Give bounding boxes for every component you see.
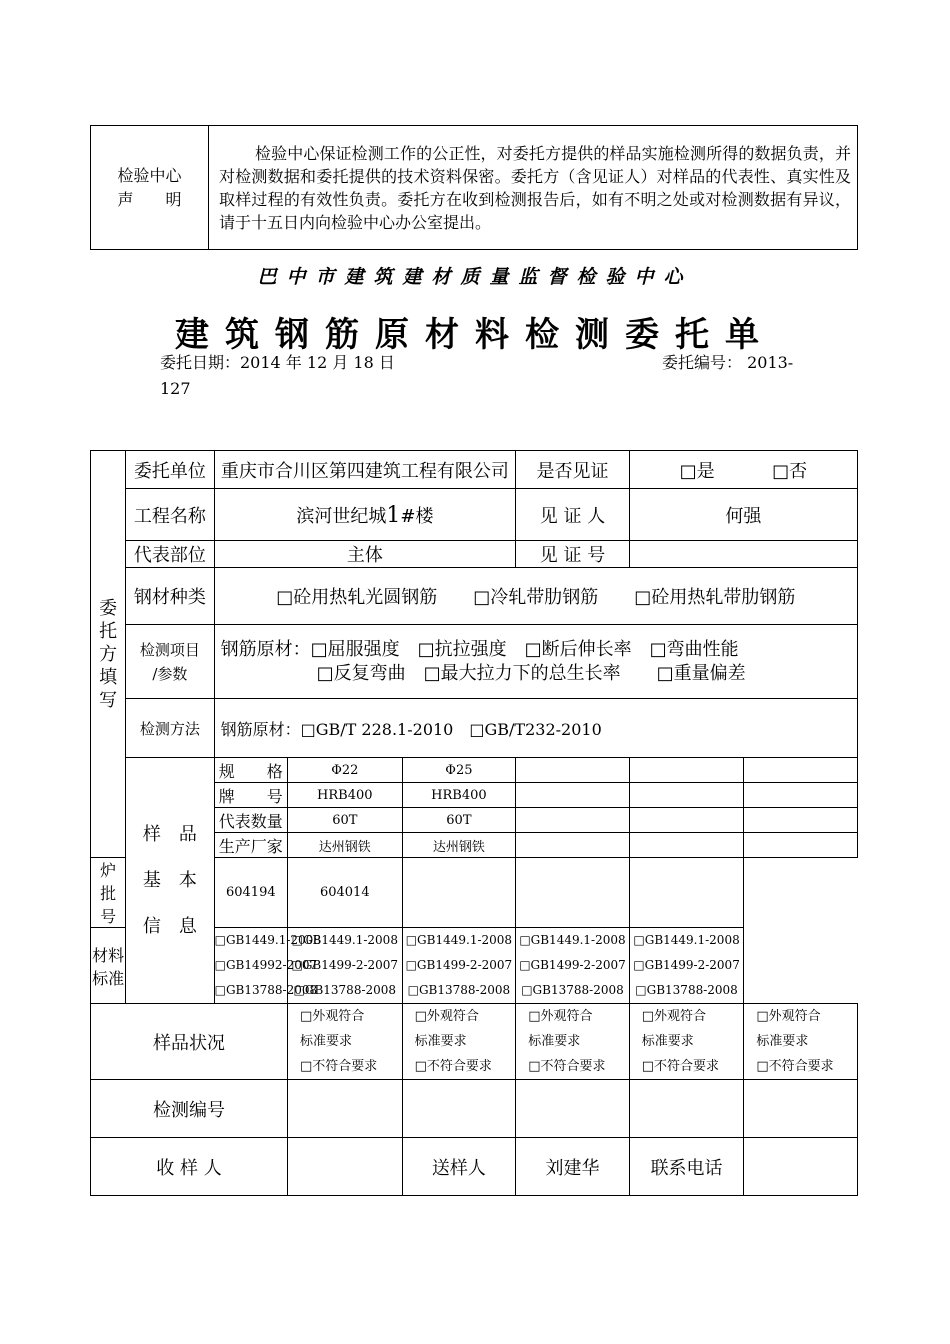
condition-line: □外观符合 [414, 1009, 479, 1024]
sender-value[interactable]: 刘建华 [516, 1138, 630, 1196]
quantity-label: 代表数量 [214, 808, 287, 833]
steel-type-options[interactable]: □砼用热轧光圆钢筋 □冷轧带肋钢筋 □砼用热轧带肋钢筋 [214, 568, 857, 625]
standard-option: □GB13788-2008 [635, 983, 738, 997]
test-number-cell[interactable] [516, 1080, 630, 1138]
condition-line: □外观符合 [641, 1009, 707, 1024]
witness-person-label: 见 证 人 [516, 489, 630, 541]
brand-label: 牌 号 [214, 783, 287, 808]
test-number-cell[interactable] [402, 1080, 516, 1138]
standard-option: □GB13788-2008 [407, 983, 511, 997]
condition-cell[interactable] [516, 1004, 630, 1080]
condition-label: 样品状况 [91, 1004, 288, 1080]
method-options[interactable]: 钢筋原材：□GB/T 228.1-2010 □GB/T232-2010 [214, 699, 857, 758]
spec-label: 规 格 [214, 758, 287, 783]
condition-line: 标准要求 [414, 1034, 467, 1049]
test-items-label [126, 625, 214, 699]
condition-cell[interactable] [744, 1004, 858, 1080]
witness-no-value[interactable] [629, 541, 857, 568]
phone-label: 联系电话 [629, 1138, 744, 1196]
part-value[interactable]: 主体 [214, 541, 516, 568]
standard-cell[interactable] [629, 928, 744, 1004]
client-value[interactable]: 重庆市合川区第四建筑工程有限公司 [214, 451, 516, 489]
standard-option: □GB13788-2008 [521, 983, 624, 997]
org-name: 巴中市建筑建材质量监督检验中心 [257, 266, 693, 288]
batch-cell[interactable]: 604194 [214, 858, 287, 928]
quantity-cell[interactable]: 60T [288, 808, 403, 833]
maker-cell[interactable]: 达州钢铁 [402, 833, 516, 858]
standard-cell[interactable] [288, 928, 403, 1004]
test-number-cell[interactable] [288, 1080, 403, 1138]
statement-label-line1: 检验中心 [117, 165, 182, 185]
condition-line: □外观符合 [756, 1009, 821, 1024]
statement-label-line2: 声 明 [117, 189, 182, 209]
witness-choice [629, 451, 857, 489]
spec-cell[interactable] [629, 758, 744, 783]
standard-option: □GB1449.1-2008 [214, 933, 321, 947]
condition-cell[interactable] [402, 1004, 516, 1080]
spec-cell[interactable] [516, 758, 630, 783]
brand-cell[interactable] [744, 783, 858, 808]
standard-option: □GB1449.1-2008 [633, 933, 740, 947]
brand-cell[interactable] [629, 783, 744, 808]
side-label-char: 方 [99, 643, 118, 665]
condition-cell[interactable] [288, 1004, 403, 1080]
statement-label [91, 126, 209, 250]
spec-cell[interactable]: Φ22 [288, 758, 403, 783]
condition-line: □不符合要求 [300, 1059, 378, 1074]
standard-option: □GB14992-2007 [214, 958, 318, 972]
project-value-prefix: 滨河世纪城 [296, 505, 387, 527]
page-title: 建筑钢筋原材料检测委托单 [175, 315, 775, 355]
batch-cell[interactable] [516, 858, 630, 928]
batch-cell[interactable] [402, 858, 516, 928]
standard-label: 材料标准 [91, 928, 126, 1004]
entrust-form [90, 450, 858, 1196]
test-items-options[interactable] [214, 625, 857, 699]
test-items-line1: 钢筋原材：□屈服强度 □抗拉强度 □断后伸长率 □弯曲性能 [220, 638, 739, 660]
standard-option: □GB1449.1-2008 [519, 933, 626, 947]
quantity-cell[interactable] [516, 808, 630, 833]
sample-info-line: 样 品 [142, 823, 197, 845]
test-items-label-line1: 检测项目 [139, 640, 200, 659]
maker-cell[interactable]: 达州钢铁 [288, 833, 403, 858]
side-label-char: 委 [99, 597, 118, 619]
standard-option: □GB1499-2-2007 [633, 958, 740, 972]
project-value[interactable] [214, 489, 516, 541]
statement-table [90, 125, 858, 250]
project-value-number: 1 [386, 502, 401, 528]
maker-label: 生产厂家 [214, 833, 287, 858]
sample-info-label [126, 758, 214, 1004]
quantity-cell[interactable]: 60T [402, 808, 516, 833]
condition-line: □不符合要求 [756, 1059, 834, 1074]
brand-cell[interactable] [516, 783, 630, 808]
spec-cell[interactable] [744, 758, 858, 783]
standard-option: □GB13788-2008 [214, 983, 318, 997]
sample-info-line: 基 本 [142, 869, 197, 891]
quantity-cell[interactable] [744, 808, 858, 833]
condition-line: 标准要求 [528, 1034, 581, 1049]
entrust-date: 委托日期：2014 年 12 月 18 日 [160, 353, 395, 372]
side-label [91, 451, 126, 858]
condition-line: □不符合要求 [641, 1059, 720, 1074]
batch-cell[interactable]: 604014 [288, 858, 403, 928]
standard-option: □GB1499-2-2007 [291, 958, 399, 972]
phone-value[interactable] [744, 1138, 858, 1196]
condition-line: □外观符合 [528, 1009, 593, 1024]
test-items-label-line2: /参数 [152, 664, 188, 683]
project-label: 工程名称 [126, 489, 214, 541]
side-label-char: 写 [99, 689, 118, 711]
standard-cell[interactable] [516, 928, 630, 1004]
sender-label: 送样人 [402, 1138, 516, 1196]
witness-person-value[interactable]: 何强 [629, 489, 857, 541]
brand-cell[interactable]: HRB400 [288, 783, 403, 808]
condition-cell[interactable] [629, 1004, 744, 1080]
witness-no-label: 见 证 号 [516, 541, 630, 568]
statement-text: 检验中心保证检测工作的公正性，对委托方提供的样品实施检测所得的数据负责，并对检测数据和委托提供的技术资料保密。委托方（含见证人）对样品的代表性、真实性及取样过程的有效性负责。委托方在收到检测报告后，如有不明之处或对检测数据有异议，请于十五日内向检验中心办公室提出。 [209, 126, 858, 250]
standard-cell[interactable] [214, 928, 321, 1004]
method-label: 检测方法 [126, 699, 214, 758]
witness-no-checkbox[interactable]: □否 [772, 460, 808, 482]
receiver-label: 收 样 人 [91, 1138, 288, 1196]
sample-info-line: 信 息 [142, 915, 197, 937]
project-value-suffix: #楼 [400, 505, 434, 527]
condition-line: □外观符合 [300, 1009, 365, 1024]
side-label-char: 托 [99, 620, 118, 642]
condition-line: 标准要求 [300, 1034, 353, 1049]
test-number-label: 检测编号 [91, 1080, 288, 1138]
spec-cell[interactable]: Φ25 [402, 758, 516, 783]
standard-option: □GB1449.1-2008 [405, 933, 513, 947]
condition-line: 标准要求 [641, 1034, 694, 1049]
standard-cell[interactable] [402, 928, 516, 1004]
maker-cell[interactable] [629, 833, 744, 858]
batch-label: 炉 批 号 [91, 858, 126, 928]
condition-line: □不符合要求 [414, 1059, 492, 1074]
standard-option: □GB1499-2-2007 [405, 958, 513, 972]
part-label: 代表部位 [126, 541, 214, 568]
maker-cell[interactable] [516, 833, 630, 858]
witness-yes-checkbox[interactable]: □是 [679, 460, 715, 482]
standard-option: □GB1449.1-2008 [291, 933, 398, 947]
standard-option: □GB1499-2-2007 [519, 958, 626, 972]
test-number-cell[interactable] [629, 1080, 744, 1138]
side-label-char: 填 [99, 666, 118, 688]
steel-type-label: 钢材种类 [126, 568, 214, 625]
entrust-number: 委托编号： 2013- [662, 353, 794, 372]
receiver-value[interactable] [288, 1138, 403, 1196]
entrust-number-cont: 127 [160, 379, 191, 398]
test-items-line2: □反复弯曲 □最大拉力下的总生长率 □重量偏差 [316, 662, 746, 684]
condition-line: 标准要求 [756, 1034, 809, 1049]
standard-option: □GB13788-2008 [293, 983, 397, 997]
condition-line: □不符合要求 [528, 1059, 606, 1074]
client-label: 委托单位 [126, 451, 214, 489]
quantity-cell[interactable] [629, 808, 744, 833]
witness-question-label: 是否见证 [516, 451, 630, 489]
brand-cell[interactable]: HRB400 [402, 783, 516, 808]
batch-cell[interactable] [629, 858, 744, 928]
test-number-cell[interactable] [744, 1080, 858, 1138]
maker-cell[interactable] [744, 833, 858, 858]
